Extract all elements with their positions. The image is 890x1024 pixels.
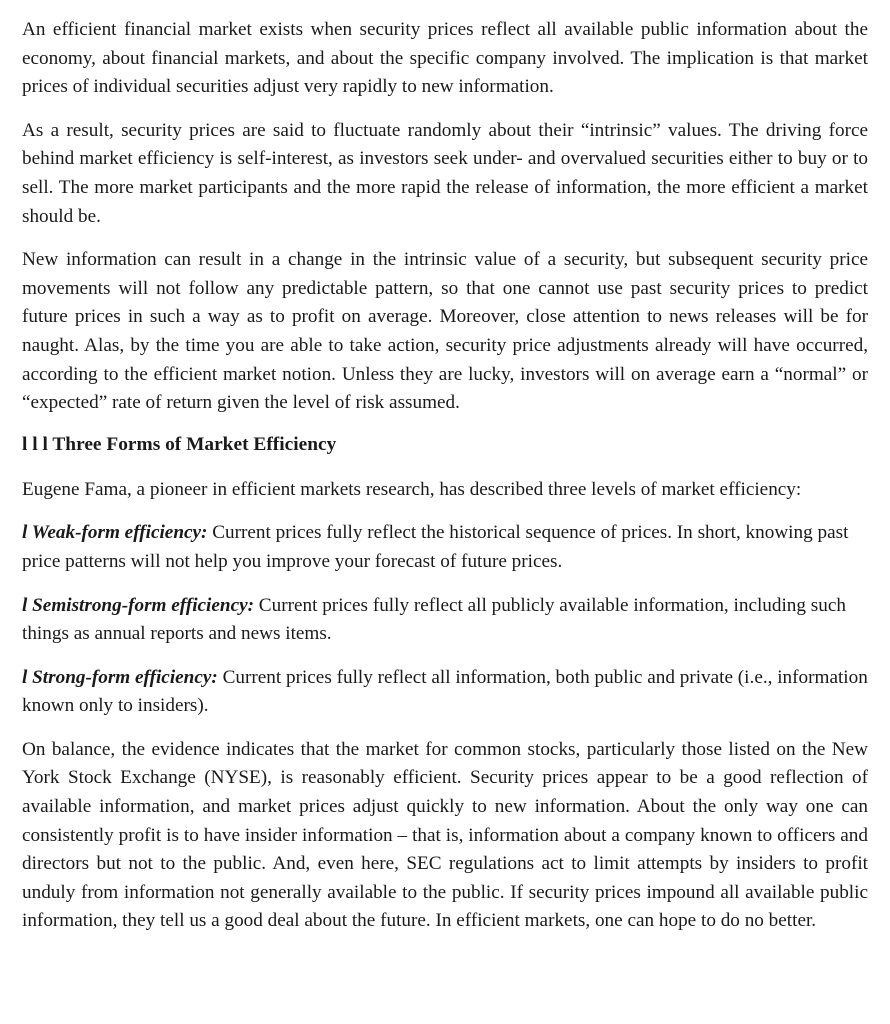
weak-form-term: l Weak-form efficiency: [22, 522, 208, 544]
list-item-weak-form [22, 519, 868, 576]
weak-form-definition: Current prices fully reflect the historical sequence of prices. In short, knowing past price patterns will not help you improve your forecast of future prices. [22, 522, 849, 572]
paragraph-conclusion: On balance, the evidence indicates that the market for common stocks, particularly those listed on the New York Stock Exchange (NYSE), is reasonably efficient. Security prices appear to be a good reflection of available information, and market prices adjust quickly to new information. About the only way one can consistently profit is to have insider information – that is, information about a company known to officers and directors but not to the public. And, even here, SEC regulations act to limit attempts by insiders to profit unduly from information not generally available to the public. If security prices impound all available public information, they tell us a good deal about the future. In efficient markets, one can hope to do no better. [22, 738, 868, 932]
section-heading: l l l Three Forms of Market Efficiency [22, 433, 337, 455]
paragraph-fama-intro: Eugene Fama, a pioneer in efficient markets research, has described three levels of market efficiency: [22, 478, 802, 500]
paragraph-random-fluctuation: As a result, security prices are said to fluctuate randomly about their “intrinsic” values. The driving force behind market efficiency is self-interest, as investors seek under- and overvalued securities either to buy or to sell. The more market participants and the more rapid the release of information, the more efficient a market should be. [22, 119, 868, 227]
paragraph-efficient-market-definition: An efficient financial market exists when security prices reflect all available public information about the economy, about financial markets, and about the specific company involved. The implication is that market prices of individual securities adjust very rapidly to new information. [22, 19, 868, 98]
semistrong-form-definition: Current prices fully reflect all publicly available information, including such things as annual reports and news items. [22, 594, 846, 645]
paragraph-new-information: New information can result in a change in the intrinsic value of a security, but subsequent security price movements will not follow any predictable pattern, so that one cannot use past security prices to predict future prices in such a way as to profit on average. Moreover, close attention to news releases will be for naught. Alas, by the time you are able to take action, security price adjustments already will have occurred, according to the efficient market notion. Unless they are lucky, investors will on average earn a “normal” or “expected” rate of return given the level of risk assumed. [22, 249, 868, 414]
strong-form-definition: Current prices fully reflect all information, both public and private (i.e., information known only to insiders). [22, 666, 868, 717]
list-item-semistrong-form [22, 592, 868, 649]
strong-form-term: l Strong-form efficiency: [22, 666, 218, 688]
semistrong-form-term: l Semistrong-form efficiency: [22, 594, 254, 616]
list-item-strong-form [22, 664, 868, 721]
